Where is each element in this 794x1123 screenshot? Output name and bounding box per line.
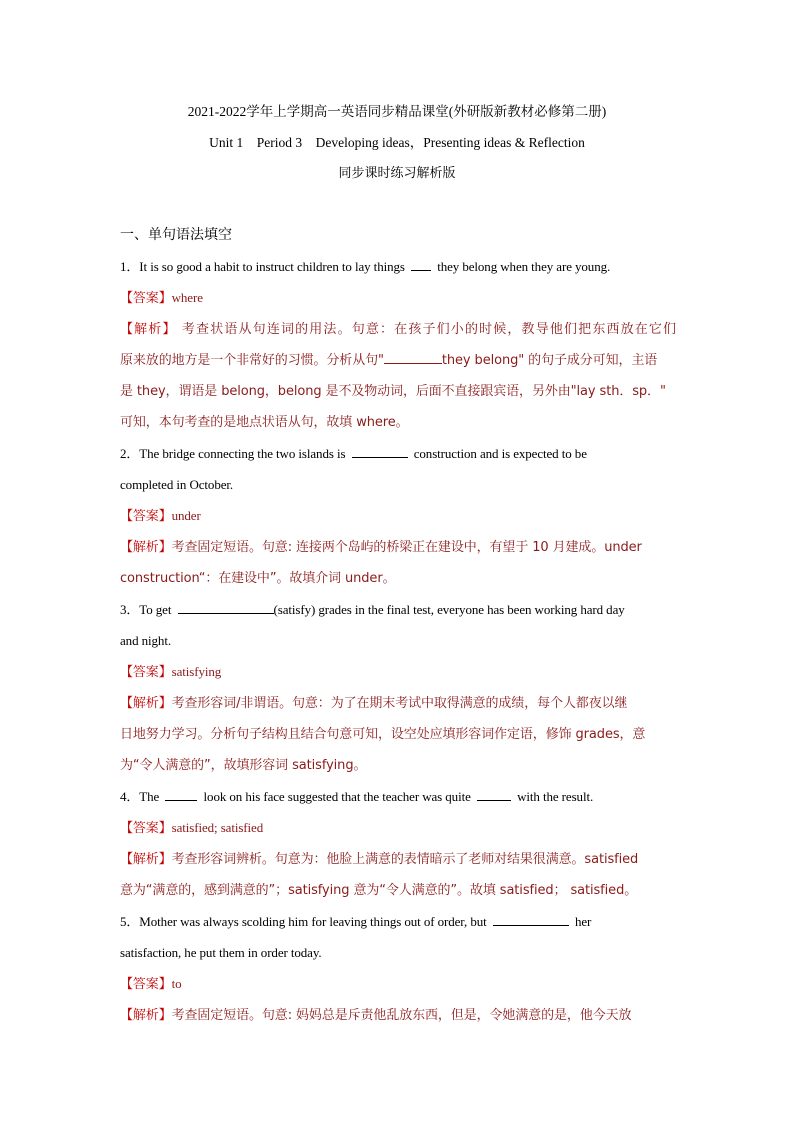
q1-analysis-line-3: 是 they，谓语是 belong，belong 是不及物动词，后面不直接跟宾语，另外由"lay sth．sp．" (120, 384, 666, 399)
analysis-label: 【解析】 (120, 1008, 172, 1023)
q5-blank (493, 913, 569, 926)
doc-subtitle-version: 同步课时练习解析版 (338, 166, 456, 181)
section-title: 一、单句语法填空 (120, 227, 232, 243)
q3-analysis-line-2: 日地努力学习。分析句子结构且结合句意可知，设空处应填形容词作定语，修饰 grades，意 (120, 727, 646, 742)
question-3-cont: and night. (120, 633, 171, 648)
doc-subtitle-unit: Unit 1 Period 3 Developing ideas，Presenting ideas & Reflection (209, 135, 585, 150)
q5-analysis-line-1: 【解析】考查固定短语。句意: 妈妈总是斥责他乱放东西，但是，令她满意的是，他今天放 (120, 1008, 632, 1023)
question-1 (120, 251, 676, 282)
q1-answer-value: where (171, 290, 203, 305)
analysis-label: 【解析】 (120, 322, 177, 337)
q1-analysis-line-2: 原来放的地方是一个非常好的习惯。分析从句" they belong" 的句子成分可知，主语 (120, 353, 658, 368)
q3-blank (178, 601, 274, 614)
question-4: 4．The look on his face suggested that the teacher was quite with the result. (120, 789, 594, 804)
q5-answer (120, 968, 676, 1000)
q3-answer (120, 656, 676, 688)
doc-title: 2021-2022学年上学期高一英语同步精品课堂(外研版新教材必修第二册) (187, 104, 607, 119)
q2-blank (352, 445, 408, 458)
answer-label: 【答案】 (120, 291, 172, 306)
q1-analysis-line-4: 可知，本句考查的是地点状语从句，故填 where。 (120, 415, 409, 430)
q2-analysis-line-2: construction“：在建设中”。故填介词 under。 (120, 571, 396, 586)
q3-analysis-line-3: 为“令人满意的”，故填形容词 satisfying。 (120, 758, 367, 773)
analysis-label: 【解析】 (120, 696, 172, 711)
q1-text-b: they belong when they are young. (437, 259, 611, 274)
answer-label: 【答案】 (120, 821, 172, 836)
q4-analysis-line-1: 【解析】考查形容词辨析。句意为：他脸上满意的表情暗示了老师对结果很满意。satisfied (120, 852, 639, 867)
q3-analysis-line-1: 【解析】考查形容词/非谓语。句意：为了在期末考试中取得满意的成绩，每个人都夜以继 (120, 696, 628, 711)
analysis-label: 【解析】 (120, 852, 172, 867)
answer-label: 【答案】 (120, 509, 172, 524)
q4-answer-value: satisfied; satisfied (171, 820, 264, 835)
q1-blank (411, 258, 431, 271)
q1-analysis-blank (384, 351, 442, 364)
question-2-cont: completed in October. (120, 477, 234, 492)
q2-answer (120, 500, 676, 532)
analysis-label: 【解析】 (120, 540, 172, 555)
q4-analysis-line-2: 意为“满意的，感到满意的”；satisfying 意为“令人满意的”。故填 satisfied； satisfied。 (120, 883, 638, 898)
q3-answer-value: satisfying (171, 664, 222, 679)
q2-analysis-line-1: 【解析】考查固定短语。句意: 连接两个岛屿的桥梁正在建设中，有望于 10 月建成。under (120, 540, 642, 555)
q1-text-a: 1．It is so good a habit to instruct children to lay things (120, 259, 405, 274)
q4-blank-1 (165, 788, 197, 801)
answer-label: 【答案】 (120, 665, 172, 680)
q1-analysis-line-1: 【解析】 考查状语从句连词的用法。句意：在孩子们小的时候，教导他们把东西放在它们 (120, 322, 676, 337)
q2-answer-value: under (171, 508, 201, 523)
q4-blank-2 (477, 788, 511, 801)
question-5: 5．Mother was always scolding him for leaving things out of order, but her (120, 914, 592, 929)
q5-answer-value: to (171, 976, 182, 991)
question-2: 2．The bridge connecting the two islands is construction and is expected to be (120, 446, 587, 461)
question-5-cont: satisfaction, he put them in order today. (120, 945, 322, 960)
exercise-body (120, 220, 676, 1031)
question-3: 3．To get (satisfy) grades in the final test, everyone has been working hard day (120, 602, 625, 617)
q4-answer (120, 812, 676, 844)
q1-answer (120, 282, 676, 314)
answer-label: 【答案】 (120, 977, 172, 992)
